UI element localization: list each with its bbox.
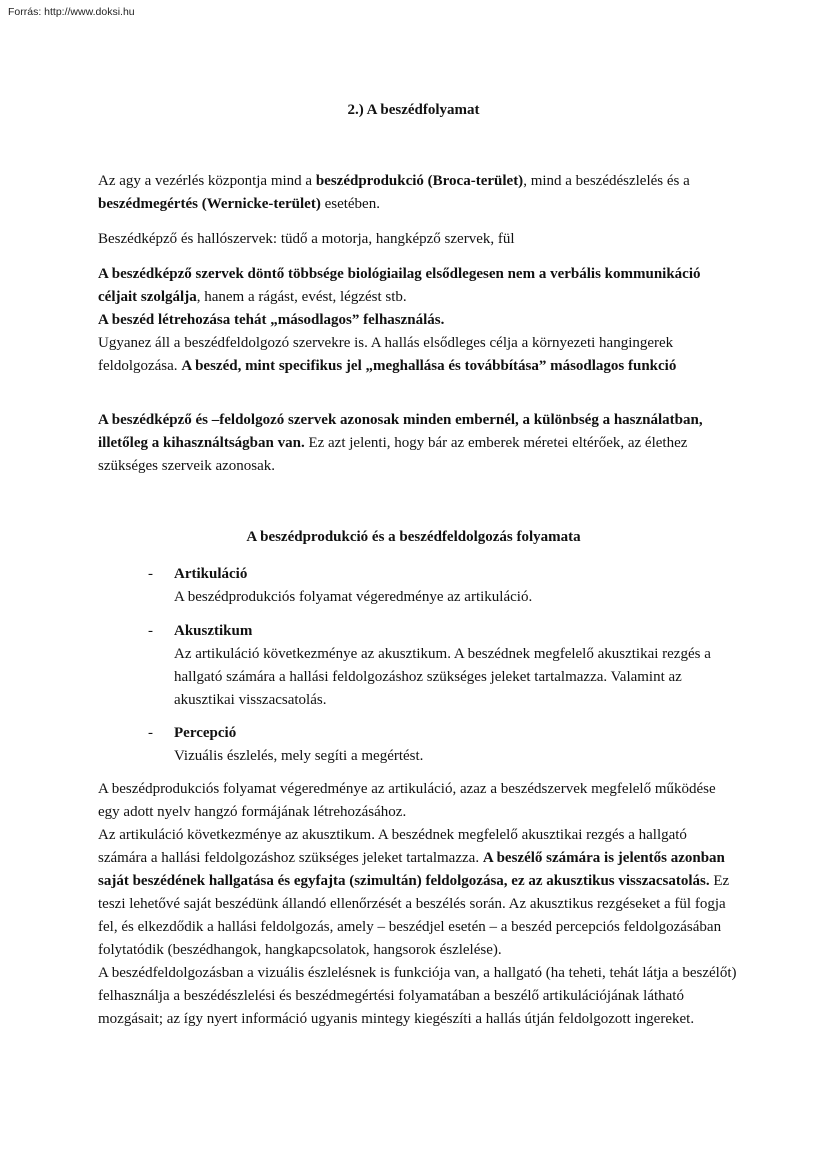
paragraph-speech-process xyxy=(98,778,738,1031)
text-segment: Az artikuláció következménye az akusztikum. A beszédnek megfelelő akusztikai rezgés a hallgató számára a hallási feldolgozáshoz szükséges jeleket tartalmazza. xyxy=(98,827,687,866)
text-line-group xyxy=(98,332,738,378)
text-segment: Ez azt jelenti, hogy bár az emberek méretei eltérőek, az élethez szükséges szerveik azonosak. xyxy=(98,435,688,474)
list-item-articulation xyxy=(148,563,738,609)
list-item-text: A beszédprodukciós folyamat végeredménye az artikuláció. xyxy=(174,589,533,605)
paragraph-brain-control xyxy=(98,170,738,216)
text-segment: Ez teszi lehetővé saját beszédünk állandó ellenőrzését a beszélés során. Az akusztikus rezgéseket a fül fogja fel, és elkezdődik a hallási feldolgozás, amely – beszédjel esetén – a beszéd percepciós feldolgozásában folytatódik (beszédhangok, hangkapcsolatok, hangsorok észlelése). xyxy=(98,873,730,958)
list-item-text: Az artikuláció következménye az akusztikum. A beszédnek megfelelő akusztikai rezgés a hallgató számára a hallási feldolgozáshoz szükséges jeleket tartalmazza. Valamint az akusztikai visszacsatolás. xyxy=(174,646,711,708)
section-title: A beszédprodukció és a beszédfeldolgozás folyamata xyxy=(246,529,581,545)
list-dash: - xyxy=(148,566,153,582)
text-segment: Ugyanez áll a beszédfeldolgozó szervekre is. A hallás elsődleges célja a környezeti hangingerek feldolgozása. xyxy=(98,335,674,374)
bold-wernicke: beszédmegértés (Wernicke-terület) xyxy=(98,196,321,212)
text-segment: A beszédprodukciós folyamat végeredménye az artikuláció, azaz a beszédszervek megfelelő működése egy adott nyelv hangzó formájának létrehozásához. xyxy=(98,781,716,820)
list-dash: - xyxy=(148,623,153,639)
page-title: 2.) A beszédfolyamat xyxy=(347,102,480,118)
text-line-group xyxy=(98,962,738,1031)
text-segment: A beszédfeldolgozásban a vizuális észlelésnek is funkciója van, a hallgató (ha teheti, tehát látja a beszélőt) felhasználja a beszédészlelési és beszédmegértési folyamatában a beszélő artikulációjának látható mozgásait; az így nyert információ ugyanis mintegy kiegészíti a hallás útján feldolgozott ingereket. xyxy=(98,965,737,1027)
list-item-text: Vizuális észlelés, mely segíti a megértést. xyxy=(174,748,424,764)
bold-broca: beszédprodukció (Broca-terület) xyxy=(315,173,524,189)
text-segment: Az agy a vezérlés központja mind a xyxy=(98,173,316,189)
bold-statement: A beszélő számára is jelentős azonban saját beszédének hallgatása és egyfajta (szimultán) feldolgozása, ez az akusztikus visszacsatolás. xyxy=(98,850,725,889)
text-segment: esetében. xyxy=(320,196,380,212)
list-item-perception xyxy=(148,722,738,768)
text-line-group xyxy=(98,778,738,824)
paragraph-biological-purpose xyxy=(98,263,738,378)
list-item-title: Percepció xyxy=(174,725,237,741)
text-line-group xyxy=(98,263,738,309)
bold-statement: A beszéd létrehozása tehát „másodlagos” felhasználás. xyxy=(98,312,445,328)
text-segment: , mind a beszédészlelés és a xyxy=(523,173,690,189)
list-item-title: Akusztikum xyxy=(174,623,253,639)
bold-statement: A beszéd, mint specifikus jel „meghallása és továbbítása” másodlagos funkció xyxy=(181,358,677,374)
paragraph-organs: Beszédképző és hallószervek: tüdő a motorja, hangképző szervek, fül xyxy=(98,231,515,247)
text-line-group xyxy=(98,309,738,332)
text-segment: , hanem a rágást, evést, légzést stb. xyxy=(196,289,407,305)
list-item-acoustics xyxy=(148,620,738,712)
bold-statement: A beszédképző és –feldolgozó szervek azonosak minden embernél, a különbség a használatban, illetőleg a kihasználtságban van. xyxy=(98,412,703,451)
bold-statement: A beszédképző szervek döntő többsége biológiailag elsődlegesen nem a verbális kommunikáció céljait szolgálja xyxy=(98,266,701,305)
list-dash: - xyxy=(148,725,153,741)
text-line-group xyxy=(98,824,738,962)
paragraph-same-organs xyxy=(98,409,738,478)
list-item-title: Artikuláció xyxy=(174,566,248,582)
source-watermark: Forrás: http://www.doksi.hu xyxy=(8,6,135,18)
